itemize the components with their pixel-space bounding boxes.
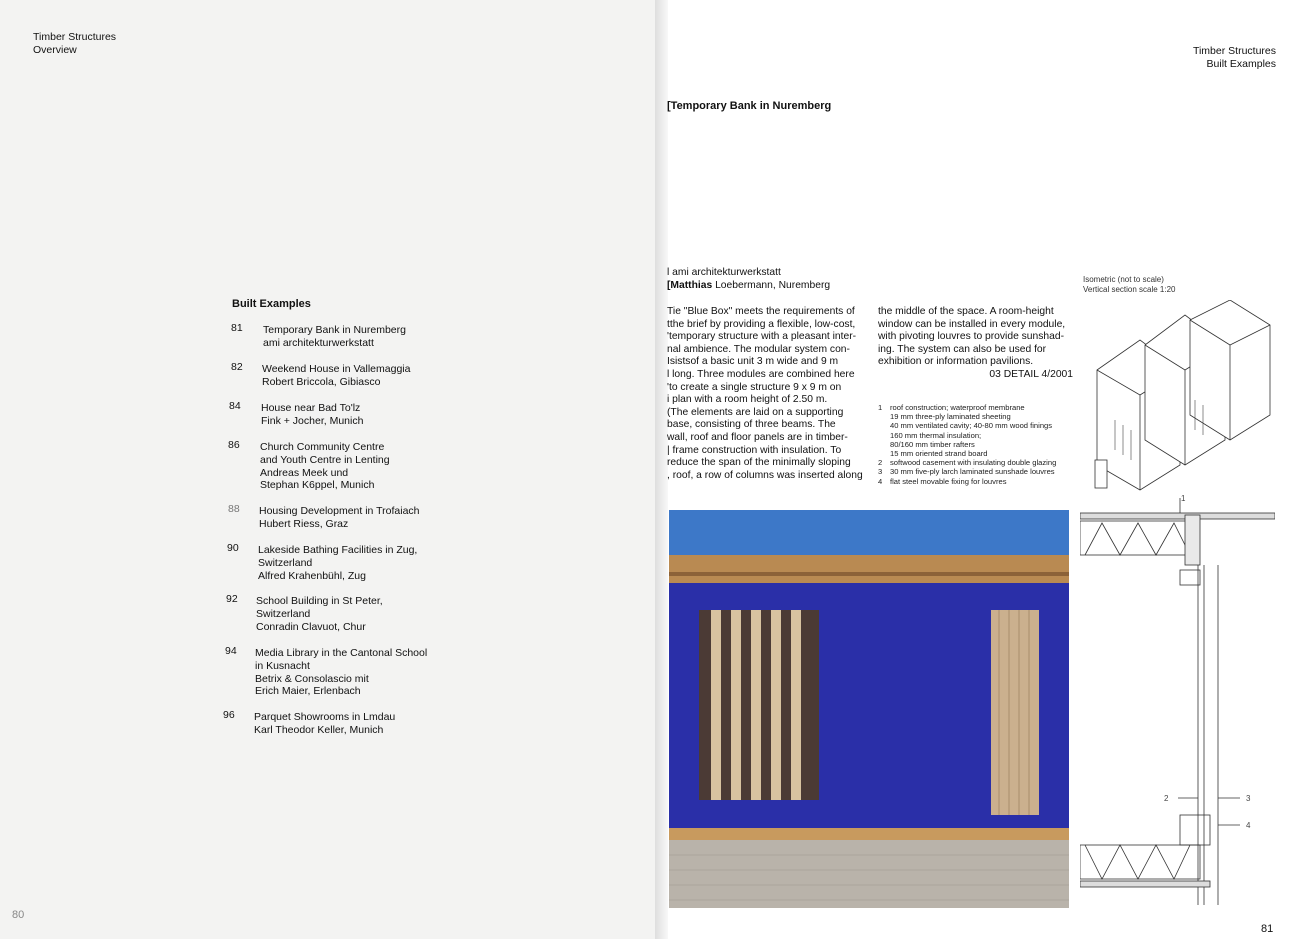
section-label-2: 2 <box>1164 794 1169 803</box>
vertical-section-drawing <box>1080 495 1275 910</box>
toc-entry-86[interactable]: 86 Church Community Centre and Youth Centre in Lenting Andreas Meek und Stephan K6ppel, Munich <box>228 439 390 492</box>
architect-credit: l ami architekturwerkstatt [Matthias Loebermann, Nuremberg <box>667 267 831 291</box>
photo-illustration <box>669 510 1069 908</box>
toc-entry-82[interactable]: 82 Weekend House in Vallemaggia Robert Briccola, Gibiasco <box>231 361 411 388</box>
section-label-3: 3 <box>1246 794 1251 803</box>
toc-entry-94[interactable]: 94 Media Library in the Cantonal School in Kusnacht Betrix & Consolascio mit Erich Maier, Erlenbach <box>225 645 428 698</box>
toc-entry-90[interactable]: 90 Lakeside Bathing Facilities in Zug, Switzerland Alfred Krahenbühl, Zug <box>227 542 418 582</box>
toc-entry-84[interactable]: 84 House near Bad To'lz Fink + Jocher, Munich <box>229 400 364 427</box>
left-page-number: 80 <box>12 909 25 921</box>
toc-entry-92[interactable]: 92 School Building in St Peter, Switzerland Conradin Clavuot, Chur <box>226 593 383 633</box>
drawing-caption: Isometric (not to scale) Vertical section scale 1:20 <box>1083 275 1176 294</box>
section-label-1: 1 <box>1181 495 1186 503</box>
section-label-4: 4 <box>1246 821 1251 830</box>
toc-entry-88[interactable]: 88 Housing Development in Trofaiach Hubert Riess, Graz <box>228 503 420 530</box>
drawing-legend: 1 roof construction; waterproof membrane 19 mm three-ply laminated sheeting 40 mm ventilated cavity; 40-80 mm wood finings 160 mm thermal insulation; 80/160 mm timber rafters 15 mm oriented strand board 2 softwood casement with insulating double glazing 3 30 mm five-ply larch laminated sunshade louvres 4 flat steel movable fixing for louvres <box>878 403 1057 486</box>
right-running-header: Timber Structures Built Examples <box>1192 45 1276 70</box>
building-photo <box>669 510 1069 908</box>
right-page-number: 81 <box>1261 923 1274 935</box>
toc-entry-96[interactable]: 96 Parquet Showrooms in Lmdau Karl Theodor Keller, Munich <box>223 709 396 736</box>
source-citation: 03 DETAIL 4/2001 <box>989 368 1073 380</box>
article-title: [Temporary Bank in Nuremberg <box>667 100 832 112</box>
isometric-drawing <box>1085 300 1285 500</box>
body-column-2: the middle of the space. A room-height window can be installed in every module, with pivoting louvres to provide sunshad- ing. The system can also be used for exhibition or information pavilions. 03 DETAIL 4/2001 <box>878 306 1073 380</box>
toc-title: Built Examples <box>232 298 311 310</box>
toc-entry-81[interactable]: 81 Temporary Bank in Nuremberg ami architekturwerkstatt <box>231 322 406 349</box>
left-running-header: Timber Structures Overview <box>33 31 117 56</box>
body-column-1: Tie "Blue Box" meets the requirements of tthe brief by providing a flexible, low-cost, 'temporary structure with a pleasant inter- nal ambience. The modular system con- Isistsof a basic unit 3 m wide and 9 m l long. Three modules are combined here 'to create a single structure 9 x 9 m on i plan with a room height of 2.50 m. (The elements are laid on a supporting base, consisting of three beams. The wall, roof and floor panels are in timber- | frame construction with insulation. To reduce the span of the minimally sloping , roof, a row of columns was inserted along <box>667 306 863 481</box>
